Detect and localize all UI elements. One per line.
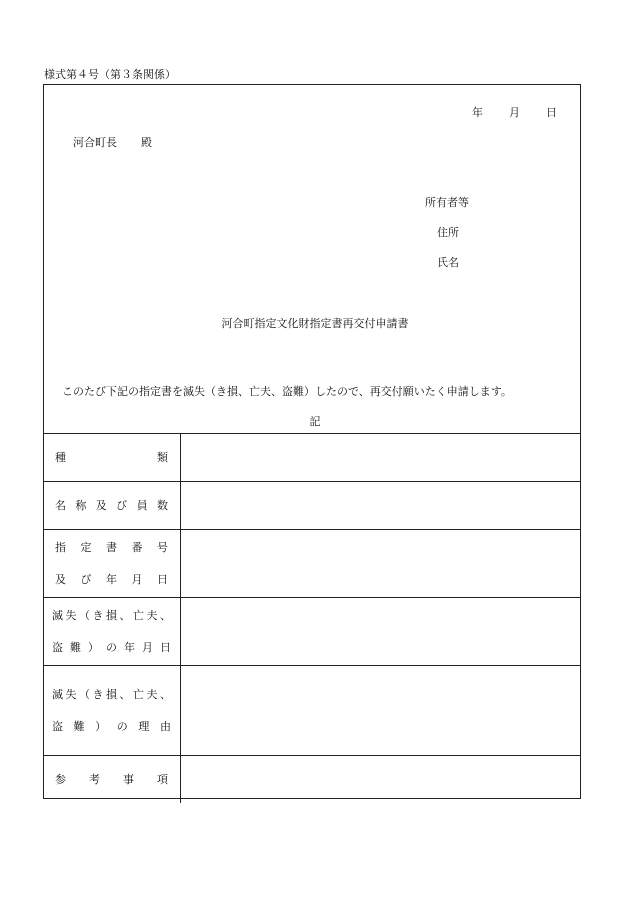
row-label-line: 及 び 年 月 日 xyxy=(55,572,168,586)
row-label-line: 種 類 xyxy=(55,450,168,464)
addressee xyxy=(73,134,152,150)
owner-label: 所有者等 xyxy=(425,196,469,209)
application-statement: このたび下記の指定書を滅失（き損、亡夫、盗難）したので、再交付願いたく申請します。 xyxy=(62,385,512,398)
address-label: 住所 xyxy=(437,226,459,239)
addressee-name: 河合町長 xyxy=(73,136,117,149)
row-value-type[interactable] xyxy=(181,434,582,482)
addressee-honorific: 殿 xyxy=(141,136,152,149)
table-row-name-count xyxy=(43,482,581,530)
row-value-loss-date[interactable] xyxy=(181,598,582,666)
form-caption: 様式第４号（第３条関係） xyxy=(44,68,176,81)
row-label-name-count xyxy=(43,482,181,530)
row-label-line: 名 称 及 び 員 数 xyxy=(55,498,168,512)
row-label-loss-reason xyxy=(43,666,181,756)
row-label-line: 指 定 書 番 号 xyxy=(55,540,168,554)
row-label-line: 盗 難 ） の 理 由 xyxy=(52,719,171,733)
date-year: 年 xyxy=(472,106,483,119)
table-row-cert-number xyxy=(43,530,581,598)
row-label-line: 参 考 事 項 xyxy=(55,772,168,786)
detail-table xyxy=(43,433,581,803)
row-label-loss-date xyxy=(43,598,181,666)
table-row-loss-reason xyxy=(43,666,581,756)
table-row-loss-date xyxy=(43,598,581,666)
document-title: 河合町指定文化財指定書再交付申請書 xyxy=(221,317,409,330)
row-label-type xyxy=(43,434,181,482)
name-label: 氏名 xyxy=(437,256,459,269)
row-label-cert-number xyxy=(43,530,181,598)
date-line xyxy=(472,104,557,120)
row-value-remarks[interactable] xyxy=(181,756,582,804)
row-label-line: 滅 失 （ き 損 、 亡 夫 、 xyxy=(52,687,171,701)
table-row-remarks xyxy=(43,756,581,804)
row-label-remarks xyxy=(43,756,181,804)
date-day: 日 xyxy=(546,106,557,119)
ki-label: 記 xyxy=(309,415,321,428)
row-label-line: 盗 難 ） の 年 月 日 xyxy=(52,640,171,654)
row-value-cert-number[interactable] xyxy=(181,530,582,598)
row-value-name-count[interactable] xyxy=(181,482,582,530)
row-value-loss-reason[interactable] xyxy=(181,666,582,756)
date-month: 月 xyxy=(509,106,520,119)
table-row-type xyxy=(43,434,581,482)
row-label-line: 滅 失 （ き 損 、 亡 夫 、 xyxy=(52,608,171,622)
